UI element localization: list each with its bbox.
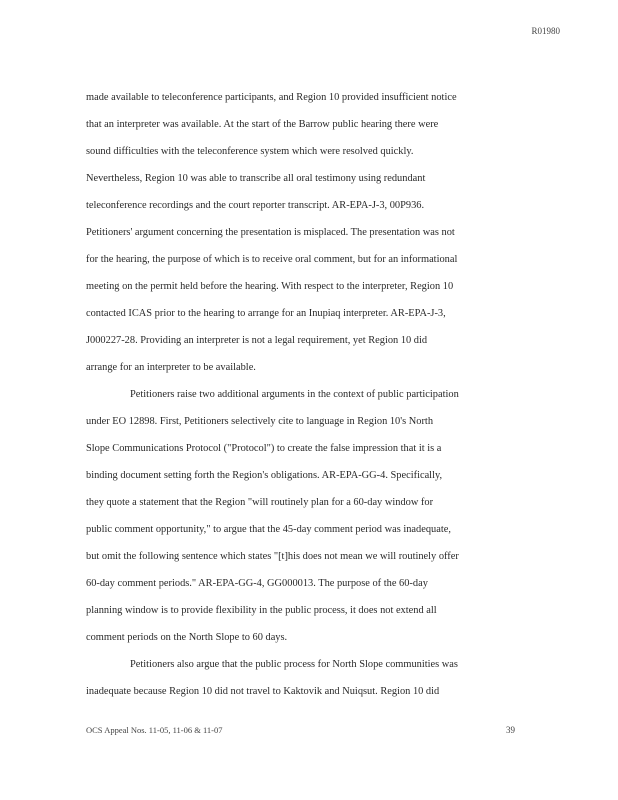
text-line: sound difficulties with the teleconference system which were resolved quickly.	[86, 146, 414, 157]
paragraph-3	[86, 651, 532, 705]
text-line: binding document setting forth the Region's obligations. AR-EPA-GG-4. Specifically,	[86, 470, 443, 481]
footer-case-reference: OCS Appeal Nos. 11-05, 11-06 & 11-07	[86, 725, 223, 735]
text-line: made available to teleconference participants, and Region 10 provided insufficient notice	[86, 92, 457, 103]
text-line: that an interpreter was available. At the start of the Barrow public hearing there were	[86, 119, 439, 130]
text-line: J000227-28. Providing an interpreter is not a legal requirement, yet Region 10 did	[86, 335, 428, 346]
text-line: but omit the following sentence which states "[t]his does not mean we will routinely offer	[86, 551, 459, 562]
text-line: Petitioners raise two additional arguments in the context of public participation	[130, 389, 459, 400]
document-id: R01980	[531, 26, 560, 36]
text-line: Petitioners' argument concerning the presentation is misplaced. The presentation was not	[86, 227, 455, 238]
text-line: they quote a statement that the Region "will routinely plan for a 60-day window for	[86, 497, 434, 508]
text-line: contacted ICAS prior to the hearing to arrange for an Inupiaq interpreter. AR-EPA-J-3,	[86, 308, 446, 319]
page-number: 39	[506, 725, 515, 735]
text-line: planning window is to provide flexibility in the public process, it does not extend all	[86, 605, 437, 616]
text-line: 60-day comment periods." AR-EPA-GG-4, GG000013. The purpose of the 60-day	[86, 578, 428, 589]
text-line: Slope Communications Protocol ("Protocol") to create the false impression that it is a	[86, 443, 442, 454]
paragraph-1	[86, 84, 532, 381]
text-line: public comment opportunity," to argue that the 45-day comment period was inadequate,	[86, 524, 451, 535]
paragraph-2	[86, 381, 532, 651]
text-line: for the hearing, the purpose of which is to receive oral comment, but for an informational	[86, 254, 458, 265]
text-line: comment periods on the North Slope to 60 days.	[86, 632, 288, 643]
text-line: meeting on the permit held before the hearing. With respect to the interpreter, Region 10	[86, 281, 454, 292]
text-line: teleconference recordings and the court reporter transcript. AR-EPA-J-3, 00P936.	[86, 200, 425, 211]
text-line: Nevertheless, Region 10 was able to transcribe all oral testimony using redundant	[86, 173, 426, 184]
body-text	[86, 84, 532, 705]
text-line: Petitioners also argue that the public process for North Slope communities was	[130, 659, 458, 670]
text-line: arrange for an interpreter to be available.	[86, 362, 256, 373]
text-line: inadequate because Region 10 did not travel to Kaktovik and Nuiqsut. Region 10 did	[86, 686, 440, 697]
text-line: under EO 12898. First, Petitioners selectively cite to language in Region 10's North	[86, 416, 434, 427]
